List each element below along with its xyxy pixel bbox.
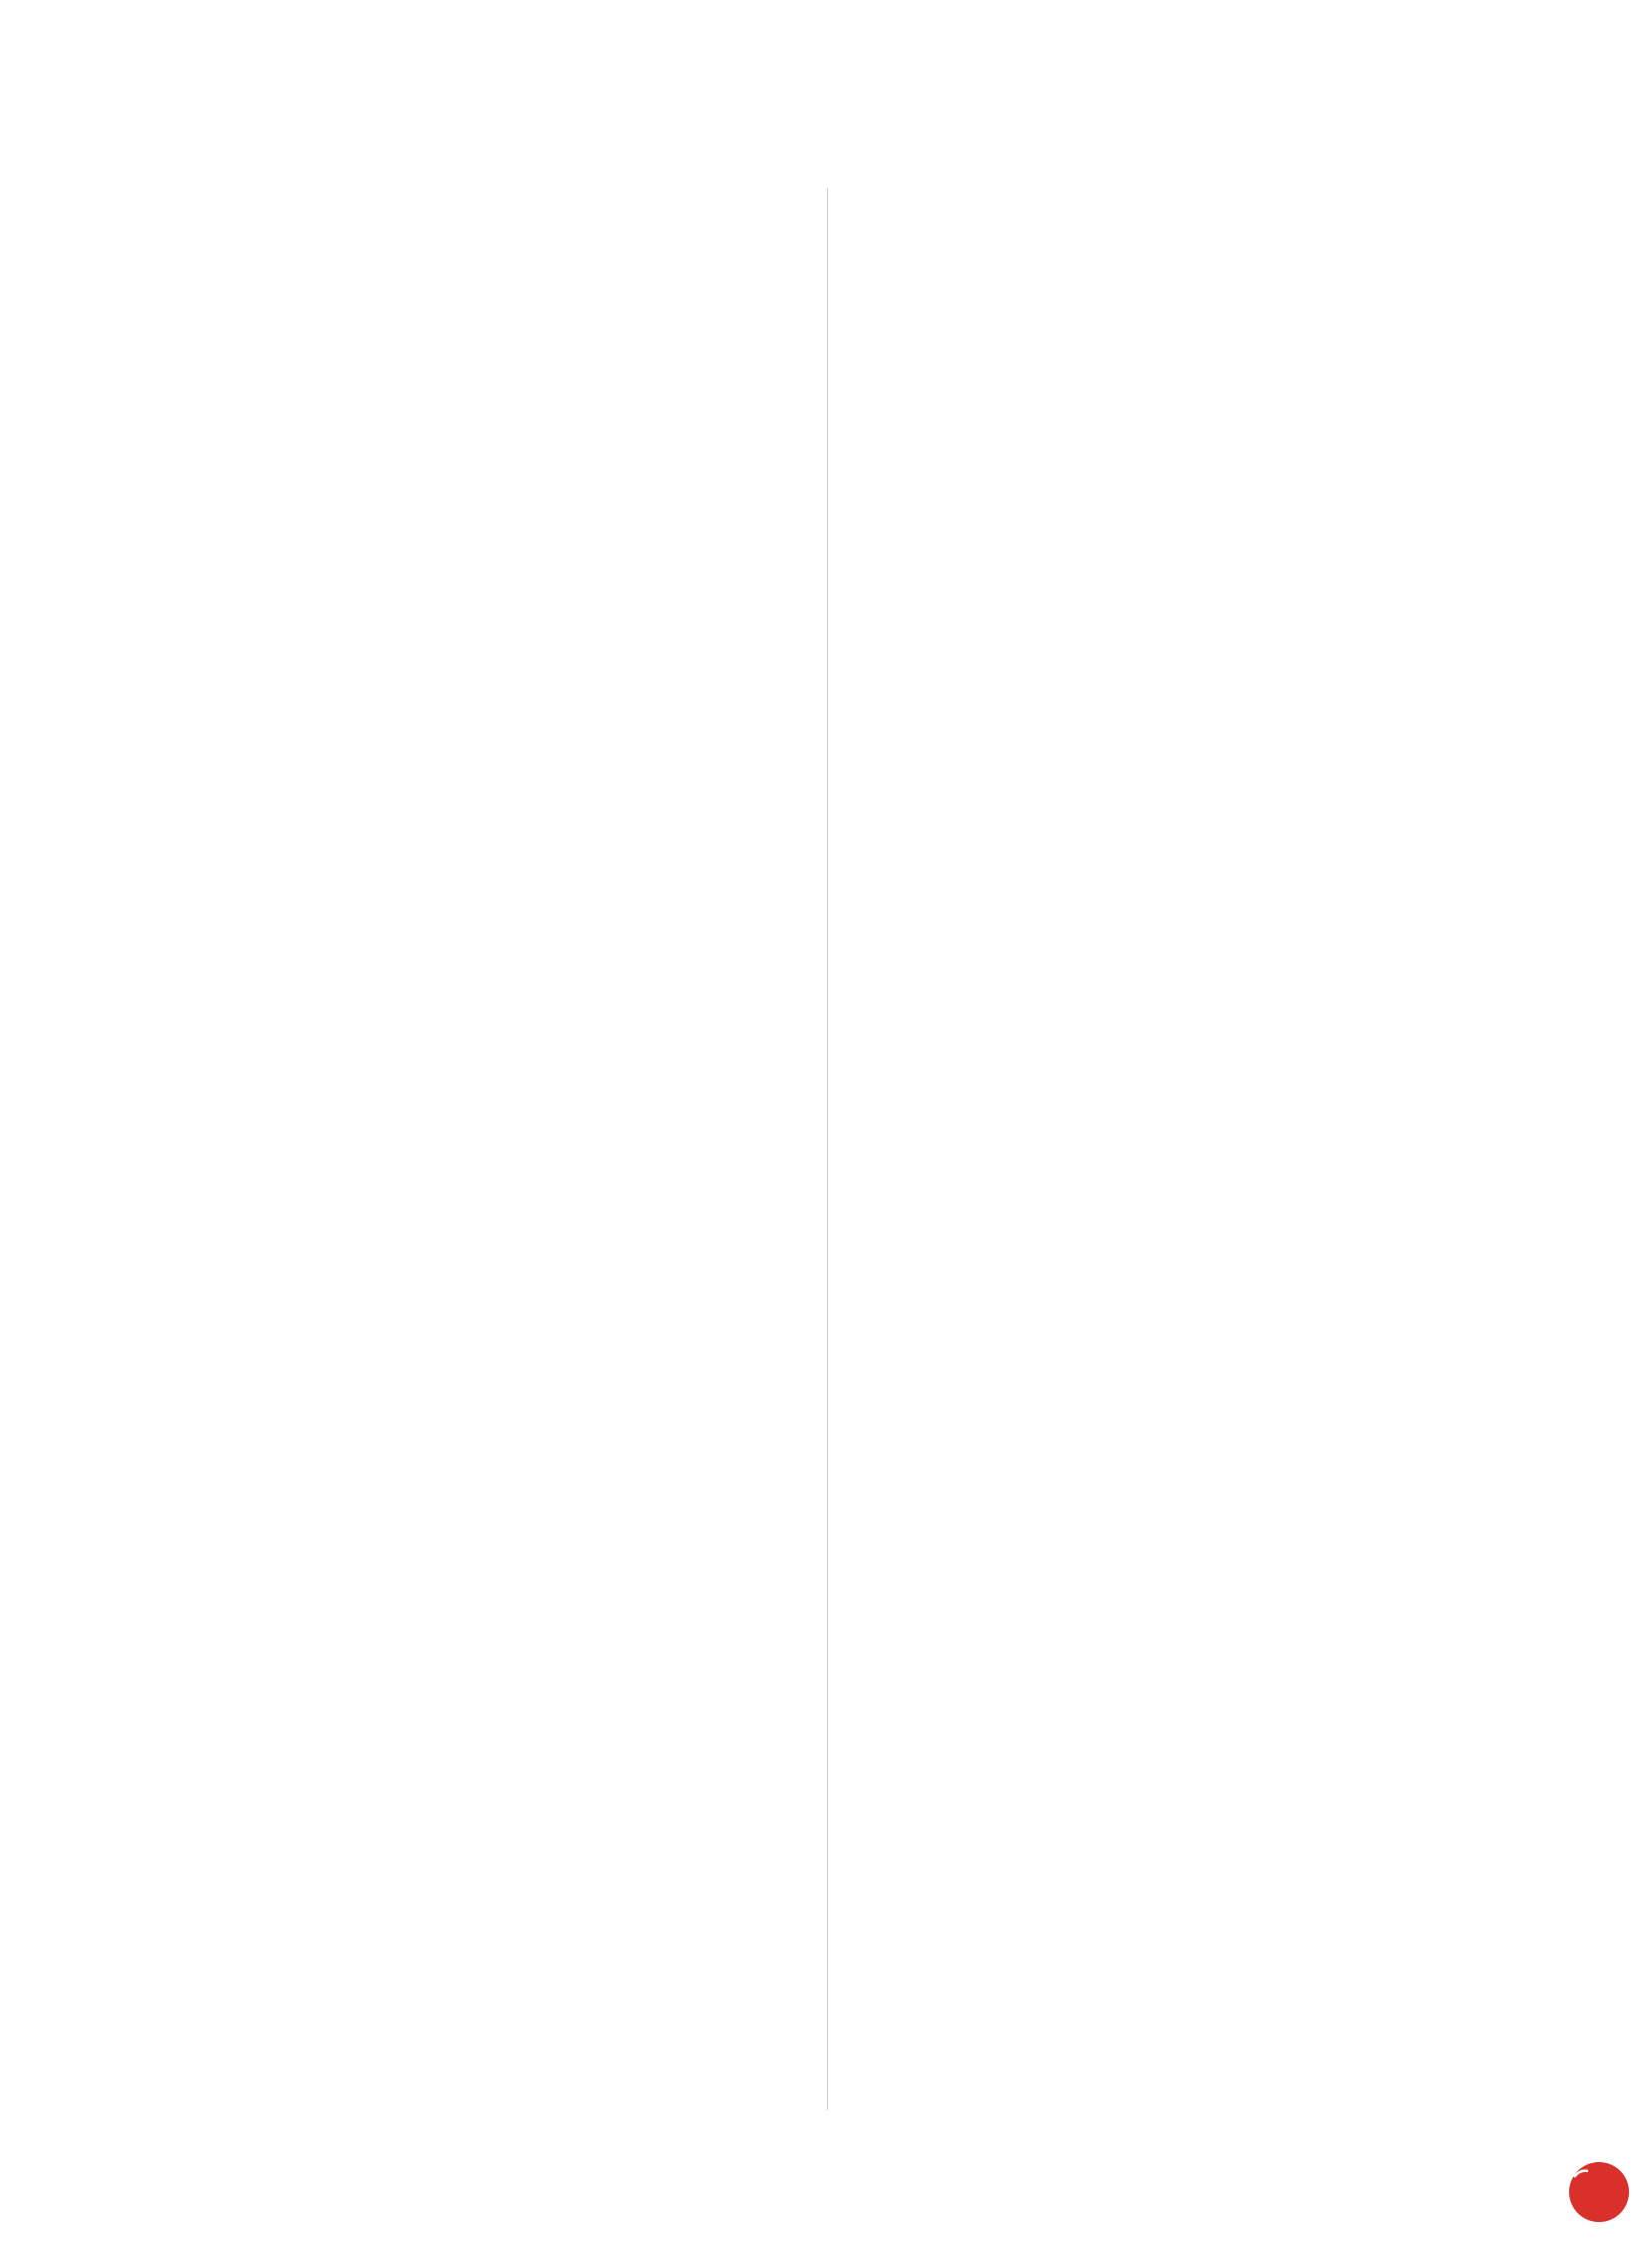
text-line <box>183 257 772 338</box>
right-column <box>886 176 1481 2036</box>
text-line <box>886 1632 1481 1713</box>
left-paragraph-1 <box>183 176 772 1551</box>
text-line <box>886 176 1481 257</box>
text-line <box>183 338 772 418</box>
text-line <box>183 1713 772 1794</box>
column-divider <box>827 188 828 2110</box>
text-line <box>183 904 772 985</box>
seal-icon <box>1560 2155 1638 2233</box>
text-line <box>886 1713 1481 1794</box>
text-line <box>183 580 772 661</box>
left-column <box>183 176 772 2036</box>
text-line <box>183 1470 772 1551</box>
text-line <box>886 1794 1481 1874</box>
text-line <box>183 1066 772 1146</box>
text-line <box>183 985 772 1066</box>
text-line <box>886 418 1481 499</box>
text-line <box>183 176 772 257</box>
text-line <box>183 1794 772 1874</box>
text-line <box>886 1551 1481 1632</box>
text-line <box>183 661 772 742</box>
text-line <box>183 1227 772 1308</box>
text-line <box>886 1389 1481 1470</box>
text-line <box>183 1632 772 1713</box>
text-line <box>886 1308 1481 1389</box>
text-line <box>886 580 1481 661</box>
right-paragraph-1 <box>886 176 1481 1713</box>
text-line <box>886 985 1481 1066</box>
text-line <box>886 661 1481 742</box>
text-line <box>183 499 772 580</box>
text-line <box>886 823 1481 904</box>
text-line <box>886 1955 1481 2036</box>
text-line <box>886 1874 1481 1955</box>
text-line <box>886 1066 1481 1146</box>
text-line <box>183 1389 772 1470</box>
text-line <box>886 742 1481 823</box>
text-line <box>886 257 1481 338</box>
right-paragraph-2 <box>886 1713 1481 2036</box>
text-line <box>183 1146 772 1227</box>
seal-disc <box>1569 2162 1629 2222</box>
text-line <box>886 1470 1481 1551</box>
text-line <box>886 499 1481 580</box>
text-line <box>183 1308 772 1389</box>
text-line <box>886 1146 1481 1227</box>
text-line <box>183 418 772 499</box>
text-line <box>183 1955 772 2036</box>
left-paragraph-2 <box>183 1632 772 2036</box>
text-line <box>183 1874 772 1955</box>
paragraph-gap <box>183 1551 772 1632</box>
text-line <box>886 338 1481 418</box>
text-line <box>886 904 1481 985</box>
text-line <box>183 742 772 823</box>
text-line <box>886 1227 1481 1308</box>
text-line <box>183 823 772 904</box>
watermark-logo <box>1560 2155 1638 2233</box>
